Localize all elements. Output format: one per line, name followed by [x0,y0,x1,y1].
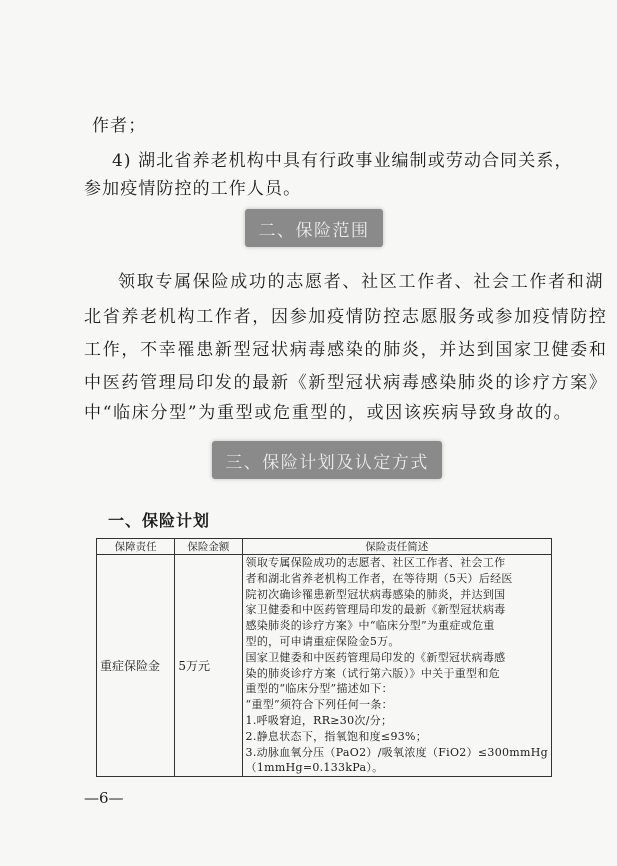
scope-paragraph-line: 领取专属保险成功的志愿者、社区工作者、社会工作者和湖 [118,272,605,292]
description-line: 染的肺炎诊疗方案（试行第六版）》中关于重型和危 [245,666,500,680]
list-item-4-line1: 4) 湖北省养老机构中具有行政事业编制或劳动合同关系， [112,151,573,171]
header-amount: 保险金额 [175,539,242,555]
description-line: 家卫健委和中医药管理局印发的最新《新型冠状病毒 [245,603,506,617]
list-tail-line: 作者； [92,116,147,136]
description-line: 1.呼吸窘迫，RR≥30次/分； [245,713,393,727]
page-number: —6— [84,789,124,807]
scope-paragraph-line: 中“临床分型”为重型或危重型的，或因该疾病导致身故的。 [84,403,573,423]
scope-paragraph-line: 工作，不幸罹患新型冠状病毒感染的肺炎，并达到国家卫健委和 [84,340,608,360]
description-line: “重型”须符合下列任何一条： [245,698,393,712]
plan-subheading: 一、保险计划 [108,511,211,530]
description-line: 型的，可申请重症保险金5万。 [245,634,400,648]
description-line: 感染肺炎的诊疗方案》中“临床分型”为重症或危重 [245,619,495,633]
section-2-title: 二、保险范围 [245,209,383,247]
scope-paragraph-line: 北省养老机构工作者，因参加疫情防控志愿服务或参加疫情防控 [84,307,608,327]
section-3-title: 三、保险计划及认定方式 [212,441,442,479]
description-line: 重型的“临床分型”描述如下： [245,682,393,696]
cell-description [242,555,551,777]
insurance-plan-table [96,538,552,777]
cell-liability: 重症保险金 [97,555,175,777]
description-line: 2.静息状态下，指氧饱和度≤93%； [245,729,428,743]
list-item-4-line2: 参加疫情防控的工作人员。 [84,179,302,199]
cell-amount: 5万元 [175,555,242,777]
description-line: 领取专属保险成功的志愿者、社区工作者、社会工作 [245,556,506,569]
description-line: 院初次确诊罹患新型冠状病毒感染的肺炎，并达到国 [245,587,506,601]
table-row [97,555,552,777]
description-line: 者和湖北省养老机构工作者，在等待期（5天）后经医 [245,571,513,585]
header-liability: 保障责任 [97,539,175,555]
scope-paragraph-line: 中医药管理局印发的最新《新型冠状病毒感染肺炎的诊疗方案》 [84,373,608,393]
description-line: （1mmHg=0.133kPa）。 [245,761,384,775]
table-header-row [97,539,552,555]
description-line: 国家卫健委和中医药管理局印发的《新型冠状病毒感 [245,650,506,664]
header-description: 保险责任简述 [242,539,551,555]
description-line: 3.动脉血氧分压（PaO2）/吸氧浓度（FiO2）≤300mmHg [245,745,548,759]
